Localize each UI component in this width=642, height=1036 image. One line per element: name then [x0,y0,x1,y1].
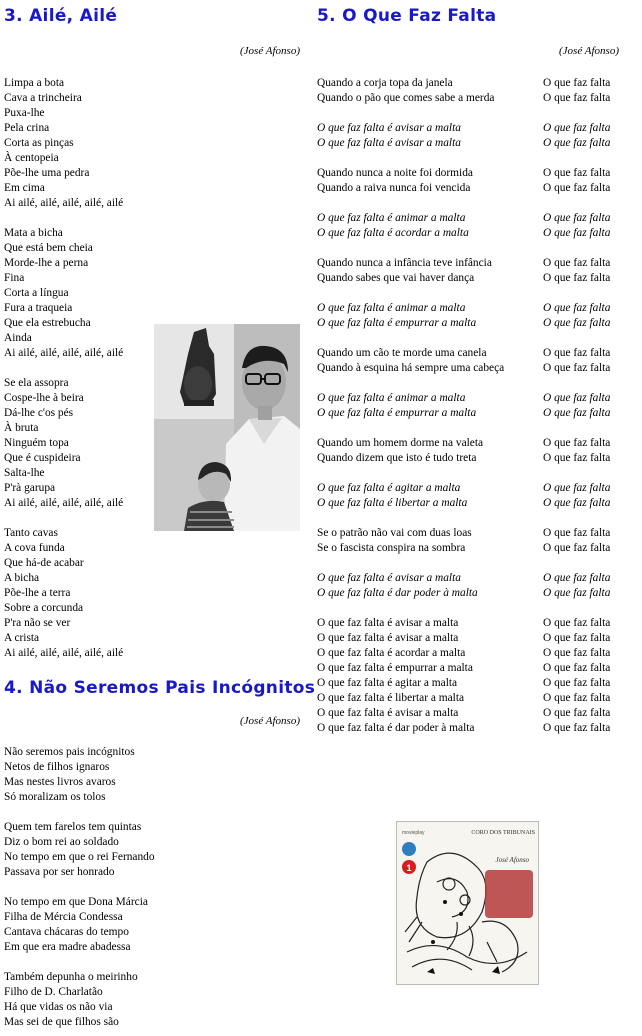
lyric-line: Ai ailé, ailé, ailé, ailé, ailé [4,197,124,209]
lyric-refrain: O que faz falta [543,182,611,194]
lyric-line: Põe-lhe a terra [4,587,71,599]
lyric-row [317,226,619,241]
lyric-verse: O que faz falta é empurrar a malta [317,317,477,329]
lyric-verse: Quando a corja topa da janela [317,77,453,89]
lyric-verse: O que faz falta é libertar a malta [317,692,465,704]
stanza-gap [317,106,619,121]
stanza-gap [317,601,619,616]
lyric-line: Ninguém topa [4,437,69,449]
lyric-line: Só moralizam os tolos [4,791,106,803]
lyric-row [317,361,619,376]
lyric-refrain: O que faz falta [543,212,611,224]
lyric-refrain: O que faz falta [543,392,611,404]
lyric-row [317,316,619,331]
lyric-row [317,346,619,361]
lyric-line: Corta a língua [4,287,69,299]
lyric-verse: O que faz falta é avisar a malta [317,707,459,719]
lyric-line: Que está bem cheia [4,242,93,254]
lyric-line: Põe-lhe uma pedra [4,167,90,179]
lyric-line: À centopeia [4,152,59,164]
lyric-verse: Se o fascista conspira na sombra [317,542,466,554]
lyric-line: Morde-lhe a perna [4,257,89,269]
song-5-author: (José Afonso) [559,45,619,57]
song-4-title: 4. Não Seremos Pais Incógnitos [4,678,316,698]
lyric-row [317,451,619,466]
lyric-row [317,301,619,316]
lyric-line: Netos de filhos ignaros [4,761,110,773]
lyric-line: Ai ailé, ailé, ailé, ailé, ailé [4,647,124,659]
lyric-verse: O que faz falta é avisar a malta [317,617,459,629]
lyric-line: A crista [4,632,40,644]
album-label: movieplay [402,830,425,836]
lyric-verse: O que faz falta é animar a malta [317,212,466,224]
lyric-line: Cantava chácaras do tempo [4,926,129,938]
song-4-author: (José Afonso) [240,715,300,727]
lyric-refrain: O que faz falta [543,137,611,149]
lyric-refrain: O que faz falta [543,437,611,449]
lyric-line: Cospe-lhe à beira [4,392,84,404]
lyric-line: Pela crina [4,122,50,134]
lyric-line: Passava por ser honrado [4,866,115,878]
right-column [317,0,619,736]
lyric-line: Cava a trincheira [4,92,82,104]
stanza-gap [4,955,300,970]
song-3-author: (José Afonso) [240,45,300,57]
lyric-line: Sobre a corcunda [4,602,84,614]
stanza-gap [317,556,619,571]
artist-photo [154,324,300,531]
lyric-refrain: O que faz falta [543,497,611,509]
lyric-line: Se ela assopra [4,377,69,389]
lyric-verse: O que faz falta é acordar a malta [317,647,466,659]
lyric-refrain: O que faz falta [543,257,611,269]
lyric-refrain: O que faz falta [543,482,611,494]
stanza-gap [317,151,619,166]
lyric-verse: O que faz falta é avisar a malta [317,572,461,584]
lyric-verse: Quando à esquina há sempre uma cabeça [317,362,505,374]
lyric-line: Que ela estrebucha [4,317,91,329]
lyric-verse: Quando nunca a noite foi dormida [317,167,473,179]
lyric-line: Ai ailé, ailé, ailé, ailé, ailé [4,497,124,509]
lyric-verse: O que faz falta é agitar a malta [317,677,458,689]
lyric-verse: Quando um cão te morde uma canela [317,347,487,359]
lyric-line: Em cima [4,182,45,194]
lyric-row [317,541,619,556]
lyric-row [317,616,619,631]
lyric-verse: Quando dizem que isto é tudo treta [317,452,477,464]
song-3-title: 3. Ailé, Ailé [4,6,118,26]
lyric-verse: O que faz falta é avisar a malta [317,632,459,644]
lyric-refrain: O que faz falta [543,362,611,374]
lyric-verse: Quando sabes que vai haver dança [317,272,475,284]
lyric-line: À bruta [4,422,39,434]
lyric-refrain: O que faz falta [543,722,611,734]
lyric-row [317,391,619,406]
lyric-row [317,181,619,196]
lyric-refrain: O que faz falta [543,647,611,659]
lyric-verse: O que faz falta é dar poder à malta [317,587,478,599]
lyric-line: P'rà garupa [4,482,56,494]
lyric-refrain: O que faz falta [543,302,611,314]
album-number: 1 [406,863,412,873]
lyric-row [317,256,619,271]
lyric-verse: O que faz falta é libertar a malta [317,497,468,509]
lyric-row [317,526,619,541]
lyric-refrain: O que faz falta [543,122,611,134]
lyric-refrain: O que faz falta [543,272,611,284]
lyric-verse: O que faz falta é empurrar a malta [317,662,473,674]
lyric-refrain: O que faz falta [543,587,611,599]
lyric-refrain: O que faz falta [543,692,611,704]
lyric-verse: Se o patrão não vai com duas loas [317,527,472,539]
lyric-refrain: O que faz falta [543,707,611,719]
lyric-refrain: O que faz falta [543,617,611,629]
lyric-row [317,436,619,451]
lyric-verse: O que faz falta é animar a malta [317,302,466,314]
lyric-row [317,586,619,601]
lyric-line: A bicha [4,572,40,584]
album-cover [396,821,539,985]
lyric-line: Mata a bicha [4,227,63,239]
album-artist: José Afonso [495,856,529,864]
stanza-gap [317,421,619,436]
lyric-line: Filha de Mércia Condessa [4,911,123,923]
stanza-gap [4,211,300,226]
lyric-row [317,706,619,721]
lyric-line: Fura a traqueia [4,302,73,314]
lyric-line: P'ra não se ver [4,617,71,629]
lyric-refrain: O que faz falta [543,407,611,419]
lyric-line: No tempo em que o rei Fernando [4,851,155,863]
lyric-line: Diz o bom rei ao soldado [4,836,119,848]
lyric-row [317,91,619,106]
lyric-line: Também depunha o meirinho [4,971,138,983]
lyric-verse: Quando um homem dorme na valeta [317,437,484,449]
lyric-row [317,211,619,226]
song-5-lyrics [317,76,619,736]
lyric-line: A cova funda [4,542,65,554]
lyric-row [317,166,619,181]
lyric-refrain: O que faz falta [543,527,611,539]
lyric-line: Em que era madre abadessa [4,941,131,953]
lyric-line: No tempo em que Dona Márcia [4,896,148,908]
stanza-gap [317,376,619,391]
album-title: CORO DOS TRIBUNAIS [471,830,535,836]
stanza-gap [317,511,619,526]
lyric-refrain: O que faz falta [543,677,611,689]
lyric-refrain: O que faz falta [543,452,611,464]
lyric-refrain: O que faz falta [543,632,611,644]
lyric-line: Há que vidas os não via [4,1001,113,1013]
lyric-line: Limpa a bota [4,77,65,89]
lyric-line: Corta as pinças [4,137,74,149]
lyric-verse: O que faz falta é empurrar a malta [317,407,477,419]
lyric-refrain: O que faz falta [543,662,611,674]
stanza-gap [4,805,300,820]
lyric-line: Puxa-lhe [4,107,45,119]
lyric-refrain: O que faz falta [543,572,611,584]
lyric-line: Mas nestes livros avaros [4,776,116,788]
song-5-title: 5. O Que Faz Falta [317,6,497,26]
lyric-line: Salta-lhe [4,467,45,479]
lyric-verse: O que faz falta é dar poder à malta [317,722,475,734]
lyric-row [317,646,619,661]
stanza-gap [317,196,619,211]
lyric-verse: Quando a raiva nunca foi vencida [317,182,471,194]
lyric-line: Quem tem farelos tem quintas [4,821,142,833]
lyric-row [317,76,619,91]
lyric-row [317,271,619,286]
lyric-row [317,406,619,421]
lyric-verse: O que faz falta é avisar a malta [317,122,461,134]
lyric-line: Ainda [4,332,32,344]
lyric-row [317,496,619,511]
lyric-row [317,136,619,151]
lyric-line: Fina [4,272,25,284]
lyric-row [317,661,619,676]
lyric-verse: Quando nunca a infância teve infância [317,257,492,269]
lyric-line: Mas sei de que filhos são [4,1016,119,1028]
lyric-row [317,721,619,736]
lyric-refrain: O que faz falta [543,317,611,329]
stanza-gap [317,241,619,256]
lyric-row [317,691,619,706]
lyric-refrain: O que faz falta [543,542,611,554]
lyric-row [317,631,619,646]
lyric-line: Que há-de acabar [4,557,84,569]
lyric-row [317,481,619,496]
lyric-line: Que é cuspideira [4,452,81,464]
lyric-line: Filho de D. Charlatão [4,986,103,998]
stanza-gap [317,286,619,301]
lyric-line: Não seremos pais incógnitos [4,746,135,758]
lyric-row [317,571,619,586]
stanza-gap [317,466,619,481]
stanza-gap [317,331,619,346]
lyric-line: Ai ailé, ailé, ailé, ailé, ailé [4,347,124,359]
lyric-refrain: O que faz falta [543,347,611,359]
lyric-refrain: O que faz falta [543,77,611,89]
lyric-refrain: O que faz falta [543,167,611,179]
stanza-gap [4,880,300,895]
lyric-verse: Quando o pão que comes sabe a merda [317,92,495,104]
lyric-refrain: O que faz falta [543,227,611,239]
lyric-refrain: O que faz falta [543,92,611,104]
lyric-verse: O que faz falta é acordar a malta [317,227,469,239]
lyric-verse: O que faz falta é avisar a malta [317,137,461,149]
song-4-lyrics [4,745,300,1030]
lyric-line: Tanto cavas [4,527,58,539]
lyric-row [317,121,619,136]
lyric-line: Dá-lhe c'os pés [4,407,74,419]
lyric-verse: O que faz falta é agitar a malta [317,482,461,494]
lyric-row [317,676,619,691]
lyric-verse: O que faz falta é animar a malta [317,392,466,404]
